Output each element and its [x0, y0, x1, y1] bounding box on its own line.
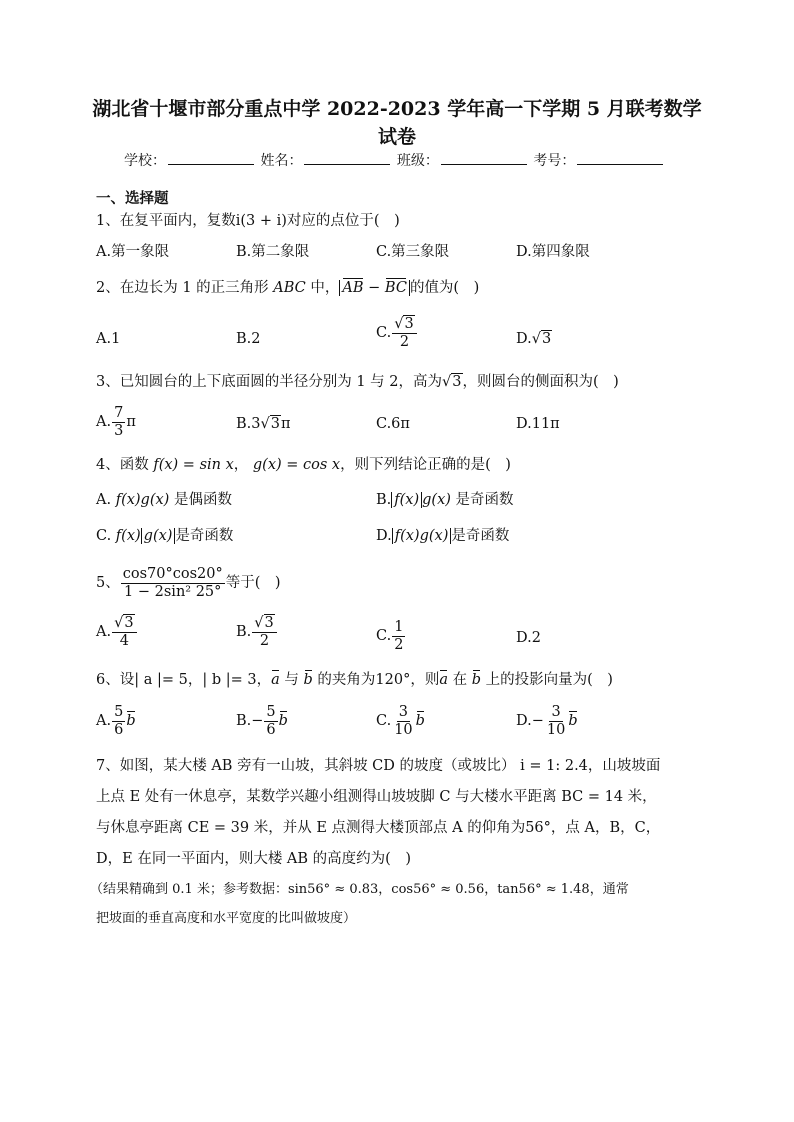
q6-b-numerator: 5	[266, 704, 276, 720]
q5-fraction	[121, 566, 225, 600]
q2-text-b: 中，	[310, 280, 340, 296]
exam-number-blank[interactable]	[577, 152, 663, 165]
question-4-stem	[96, 454, 511, 476]
class-label: 班级：	[396, 153, 439, 169]
q5-number: 5、	[96, 575, 120, 592]
q4-d-label: D.	[376, 528, 392, 544]
q5-c-fraction	[392, 619, 405, 653]
q4-comma: ，	[233, 457, 249, 473]
q5-option-a	[96, 615, 138, 649]
q5-option-b	[236, 615, 278, 649]
q5-a-numerator: 3	[124, 615, 134, 631]
q2-option-a: A.1	[96, 331, 121, 347]
q3-height-radicand: 3	[452, 374, 462, 390]
student-info-row	[124, 150, 665, 170]
q2-c-label: C.	[376, 325, 392, 342]
q3-b-radicand: 3	[270, 416, 280, 432]
school-label: 学校：	[124, 153, 166, 169]
q6-a-label: A.	[96, 713, 112, 730]
q4-option-a	[96, 489, 232, 511]
school-blank[interactable]	[168, 152, 254, 165]
q6-text-b: ，	[256, 672, 272, 688]
q2-c-numerator: 3	[404, 316, 414, 332]
q2-option-d: D.√3	[516, 331, 552, 347]
question-7-line-4: D，E 在同一平面内，则大楼 AB 的高度约为( )	[96, 851, 411, 867]
q3-option-b: B.3√3π	[236, 416, 291, 432]
q3-option-a	[96, 405, 136, 439]
q4-b-expression: g(x)	[422, 492, 451, 508]
q6-on: 在	[448, 672, 472, 688]
q5-c-label: C.	[376, 628, 392, 645]
q3-a-numerator: 7	[114, 405, 124, 421]
q6-option-a	[96, 704, 136, 738]
q5-b-denominator: 2	[259, 632, 270, 649]
q4-d-abs: f(x)g(x)	[392, 528, 452, 544]
q1-option-a: A.第一象限	[96, 244, 170, 260]
q3-option-d: D.11π	[516, 416, 560, 432]
q6-vector-b-2: b	[472, 669, 481, 691]
q4-text-a: 4、函数	[96, 457, 149, 473]
q4-b-text: 是奇函数	[455, 492, 514, 508]
question-7-line-1: 7、如图，某大楼 AB 旁有一山坡，其斜坡 CD 的坡度（或坡比） i = 1: 2.4，山坡坡面	[96, 758, 661, 774]
q6-d-numerator: 3	[551, 704, 561, 720]
q4-text-b: ，则下列结论正确的是( )	[340, 457, 511, 473]
q3-option-c: C.6π	[376, 416, 410, 432]
q2-minus: −	[363, 280, 385, 296]
q2-d-radicand: 3	[541, 331, 552, 347]
q3-a-fraction	[112, 405, 125, 439]
exam-title-line2: 试卷	[377, 126, 416, 148]
q6-c-vector-b: b	[416, 710, 425, 732]
q6-c-fraction	[392, 704, 414, 738]
q2-vector-ab: AB	[342, 277, 363, 299]
q4-option-b	[376, 489, 514, 511]
q3-a-pi: π	[126, 414, 136, 431]
q5-c-numerator: 1	[394, 619, 404, 635]
q5-denominator: 1 − 2sin² 25°	[124, 583, 222, 600]
q2-text-c: 的值为( )	[409, 280, 480, 296]
q5-text-b: 等于( )	[225, 575, 281, 592]
q5-a-denominator: 4	[119, 632, 129, 649]
q1-option-d: D.第四象限	[516, 244, 590, 260]
q6-a-numerator: 5	[114, 704, 124, 720]
question-2-stem	[96, 277, 479, 299]
question-1-stem	[96, 210, 400, 232]
question-7-line-6: 把坡面的垂直高度和水平宽度的比叫做坡度）	[96, 911, 357, 926]
q6-b-label: B.−	[236, 713, 264, 730]
q6-a-magnitude: | a |= 5	[134, 672, 188, 688]
q6-b-magnitude: | b |= 3	[202, 672, 257, 688]
question-7-line-2: 上点 E 处有一休息亭，某数学兴趣小组测得山坡坡脚 C 与大楼水平距离 BC = 14 米，	[96, 789, 657, 805]
q4-b-abs: f(x)	[391, 492, 422, 508]
q6-b-fraction	[264, 704, 277, 738]
q5-a-label: A.	[96, 624, 112, 641]
name-blank[interactable]	[304, 152, 390, 165]
q1-text-a: 1、在复平面内，复数	[96, 213, 236, 229]
q4-option-c	[96, 525, 233, 547]
q4-a-text: 是偶函数	[173, 492, 232, 508]
q6-d-label: D.−	[516, 713, 544, 730]
q5-c-denominator: 2	[394, 636, 404, 653]
q3-a-denominator: 3	[114, 422, 124, 439]
name-label: 姓名：	[260, 153, 303, 169]
q4-g-definition: g(x) = cos x	[252, 457, 341, 473]
q6-text-d: 上的投影向量为( )	[481, 672, 613, 688]
question-6-stem	[96, 669, 613, 691]
exam-title-line1: 湖北省十堰市部分重点中学 2022-2023 学年高一下学期 5 月联考数学	[92, 98, 702, 120]
q4-c-label: C.	[96, 528, 112, 544]
q2-abs-expression	[339, 280, 410, 296]
q6-d-denominator: 10	[546, 721, 566, 738]
q4-option-d	[376, 525, 509, 547]
q6-text-c: 的夹角为120°，则	[312, 672, 440, 688]
q6-a-fraction	[112, 704, 125, 738]
question-7-line-3: 与休息亭距离 CE = 39 米，并从 E 点测得大楼顶部点 A 的仰角为56°，点 A，B，C，	[96, 820, 661, 836]
q6-option-b	[236, 704, 288, 738]
q5-numerator: cos70°cos20°	[122, 566, 223, 582]
q2-d-label: D.	[516, 331, 532, 347]
q2-c-denominator: 2	[399, 333, 410, 350]
q6-a-denominator: 6	[114, 721, 124, 738]
q6-vector-b: b	[304, 669, 313, 691]
q1-text-b: 对应的点位于( )	[286, 213, 400, 229]
q6-with: 与	[279, 672, 304, 688]
question-5-stem	[96, 566, 281, 600]
q4-d-text: 是奇函数	[451, 528, 510, 544]
q1-option-b: B.第二象限	[236, 244, 310, 260]
q6-vector-a: a	[271, 669, 280, 691]
q1-expression: i(3 + i)	[235, 213, 287, 229]
q6-vector-a-2: a	[439, 669, 448, 691]
q6-option-d	[516, 704, 578, 738]
q6-b-denominator: 6	[266, 721, 276, 738]
q3-a-label: A.	[96, 414, 112, 431]
q6-d-fraction	[545, 704, 567, 738]
q2-vector-bc: BC	[385, 277, 407, 299]
q5-option-d: D.2	[516, 630, 541, 646]
q5-b-fraction: $\frac{√3}{2}$	[252, 615, 276, 649]
q4-a-label: A.	[96, 492, 112, 508]
q2-option-c	[376, 316, 418, 350]
question-3-stem: 3、已知圆台的上下底面圆的半径分别为 1 与 2，高为√3，则圆台的侧面积为( )	[96, 374, 619, 390]
q4-b-label: B.	[376, 492, 392, 508]
q6-d-vector-b: b	[568, 710, 577, 732]
question-7-line-5: （结果精确到 0.1 米；参考数据：sin56° ≈ 0.83，cos56° ≈ 0.56，tan56° ≈ 1.48，通常	[90, 882, 629, 897]
q2-triangle: ABC	[273, 280, 306, 296]
q5-b-label: B.	[236, 624, 252, 641]
class-blank[interactable]	[441, 152, 527, 165]
q6-c-label: C.	[376, 713, 392, 730]
q2-option-b: B.2	[236, 331, 261, 347]
q4-c-expression: f(x)	[115, 528, 141, 544]
q6-option-c	[376, 704, 425, 738]
q6-a-vector-b: b	[126, 710, 135, 732]
q3-text-b: ，则圆台的侧面积为( )	[462, 374, 619, 390]
q6-text-a: 6、设	[96, 672, 135, 688]
q4-a-expression: f(x)g(x)	[115, 492, 170, 508]
q6-c-numerator: 3	[398, 704, 409, 720]
q2-c-fraction: $\frac{√3}{2}$	[392, 316, 416, 350]
q6-b-vector-b: b	[279, 710, 288, 732]
q4-f-definition: f(x) = sin x	[153, 457, 234, 473]
section-title: 一、选择题	[96, 190, 169, 207]
q6-separator: ，	[187, 672, 203, 688]
q3-b-label: B.3	[236, 416, 261, 432]
q5-option-c	[376, 619, 406, 653]
q1-option-c: C.第三象限	[376, 244, 450, 260]
q2-text-a: 2、在边长为 1 的正三角形	[96, 280, 269, 296]
q5-a-fraction: $\frac{√3}{4}$	[112, 615, 136, 649]
q5-b-numerator: 3	[264, 615, 274, 631]
q6-c-denominator: 10	[394, 721, 413, 738]
q4-c-abs: g(x)	[141, 528, 176, 544]
q3-text-a: 3、已知圆台的上下底面圆的半径分别为 1 与 2，高为	[96, 374, 443, 390]
q3-b-pi: π	[280, 416, 291, 432]
exam-number-label: 考号：	[533, 153, 576, 169]
q4-c-text: 是奇函数	[175, 528, 234, 544]
